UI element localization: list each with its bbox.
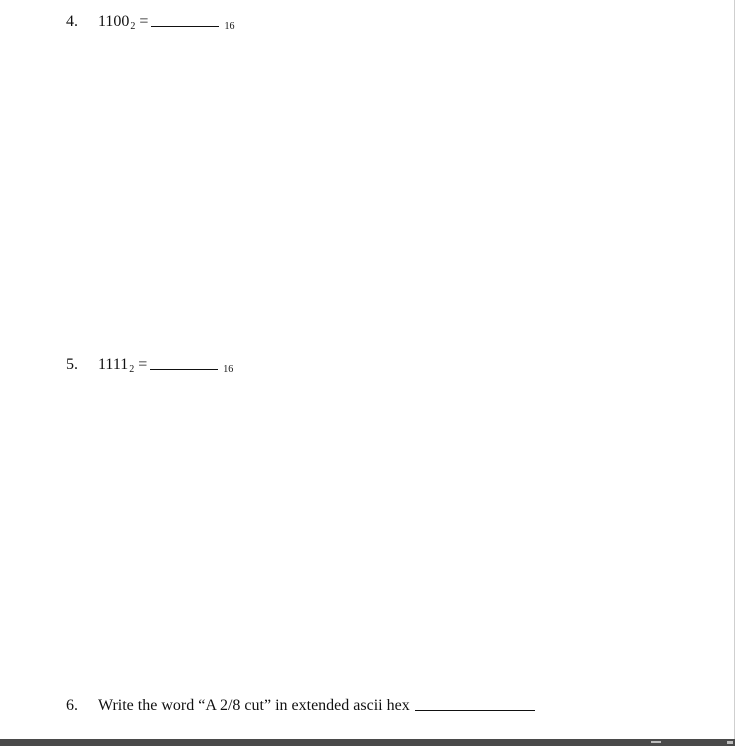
problem-4 bbox=[66, 13, 234, 36]
equals-sign: = bbox=[138, 356, 148, 373]
bottom-toolbar bbox=[0, 739, 735, 746]
output-base-label: 16 bbox=[224, 21, 235, 32]
problem-number: 4. bbox=[66, 13, 78, 30]
toolbar-indicator-icon bbox=[651, 741, 661, 743]
problem-text: Write the word “A 2/8 cut” in extended ascii hex bbox=[98, 697, 410, 714]
input-base-subscript: 2 bbox=[130, 21, 136, 32]
answer-blank[interactable] bbox=[150, 357, 218, 370]
input-base-subscript: 2 bbox=[129, 364, 135, 375]
binary-value: 1111 bbox=[98, 356, 129, 373]
problem-6 bbox=[66, 697, 535, 715]
problem-number: 6. bbox=[66, 697, 78, 714]
output-base-label: 16 bbox=[223, 364, 234, 375]
problem-number: 5. bbox=[66, 356, 78, 373]
binary-value: 1100 bbox=[98, 13, 130, 30]
answer-blank[interactable] bbox=[415, 698, 535, 711]
toolbar-corner-icon bbox=[727, 741, 733, 744]
problem-5 bbox=[66, 356, 233, 379]
equals-sign: = bbox=[139, 13, 149, 30]
answer-blank[interactable] bbox=[151, 14, 219, 27]
